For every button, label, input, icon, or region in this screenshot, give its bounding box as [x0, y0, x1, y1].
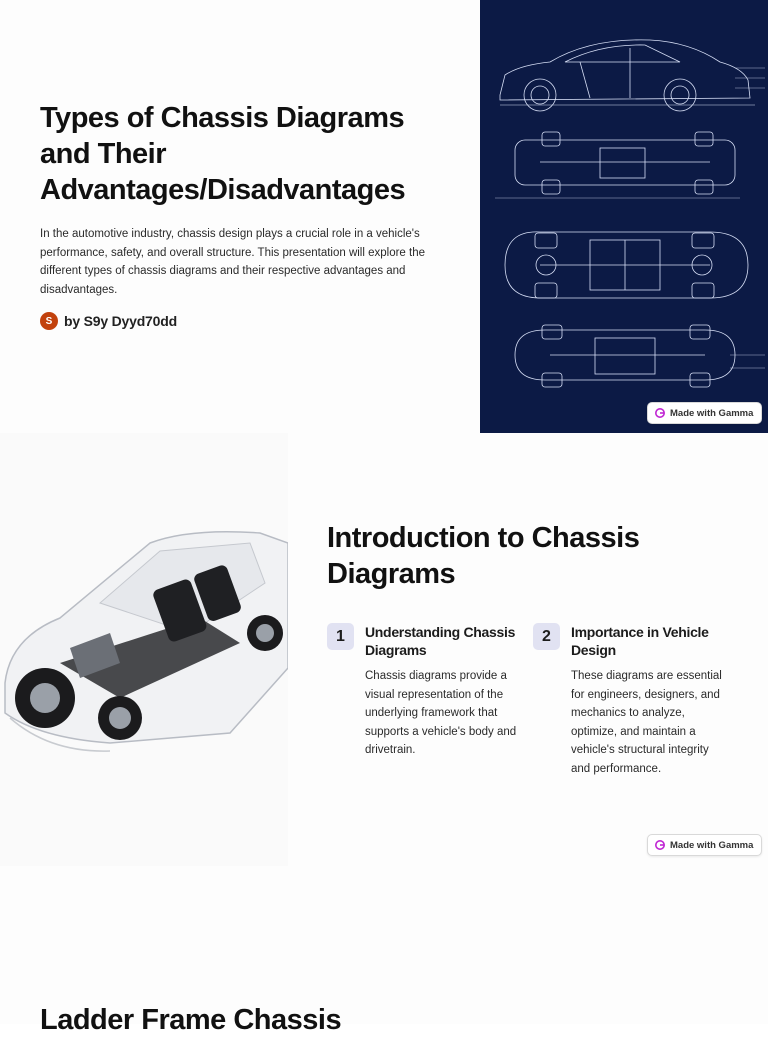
- gamma-logo-icon: [655, 840, 665, 850]
- made-with-gamma-badge[interactable]: [647, 402, 762, 424]
- step-number-badge: 1: [327, 623, 354, 650]
- ladder-frame-slide: [0, 866, 768, 1036]
- made-with-gamma-badge[interactable]: [647, 834, 762, 856]
- author-avatar: S: [40, 312, 58, 330]
- step-card-2: [533, 623, 733, 778]
- step-body: These diagrams are essential for engineers, designers, and mechanics to analyze, optimize, and maintain a vehicle's structural integrity and performance.: [571, 670, 722, 775]
- author-name: by S9y Dyyd70dd: [64, 313, 177, 329]
- gamma-logo-icon: [655, 408, 665, 418]
- step-number-badge: 2: [533, 623, 560, 650]
- intro-slide: [0, 433, 768, 866]
- blueprint-chassis-view-2: [505, 232, 748, 298]
- step-title: Understanding Chassis Diagrams: [365, 624, 516, 658]
- author-byline: [40, 312, 177, 330]
- blueprint-chassis-view-1: [495, 132, 740, 198]
- transparent-car-chassis-image: [0, 433, 288, 866]
- step-card-1: [327, 623, 527, 760]
- intro-paragraph: In the automotive industry, chassis design plays a crucial role in a vehicle's performance, safety, and overall structure. This presentation will explore the different types of chassis diagrams and their respective advantages and disadvantages.: [40, 228, 426, 296]
- step-body: Chassis diagrams provide a visual representation of the underlying framework that supports a vehicle's body and drivetrain.: [365, 670, 517, 756]
- chassis-blueprint-image: [480, 0, 768, 433]
- section-heading: Ladder Frame Chassis: [40, 1004, 342, 1036]
- step-title: Importance in Vehicle Design: [571, 624, 709, 658]
- blueprint-chassis-view-3: [515, 325, 765, 387]
- section-heading: Introduction to Chassis Diagrams: [327, 522, 640, 590]
- gamma-badge-label: Made with Gamma: [670, 407, 754, 419]
- gamma-badge-label: Made with Gamma: [670, 839, 754, 851]
- title-slide: [0, 0, 768, 433]
- blueprint-side-view: [500, 40, 765, 111]
- presentation-title: Types of Chassis Diagrams and Their Advantages/Disadvantages: [40, 102, 406, 206]
